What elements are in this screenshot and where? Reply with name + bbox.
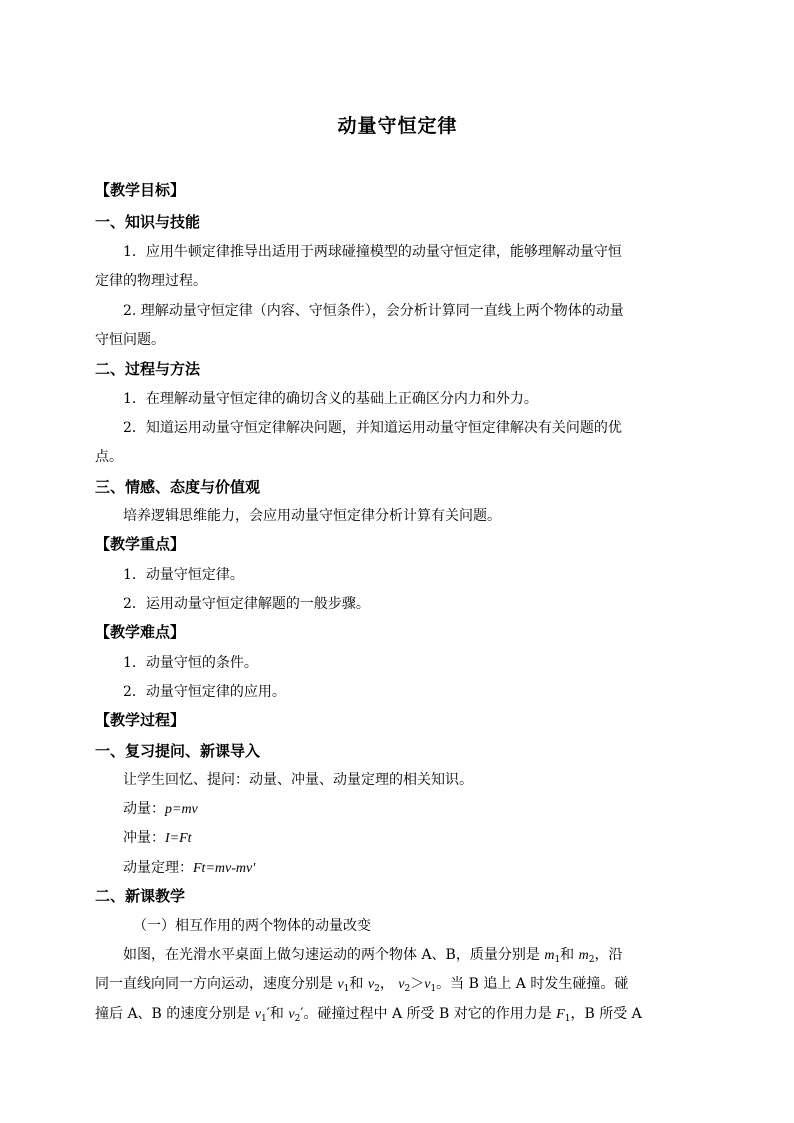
paragraph-line: 定律的物理过程。 [95,273,207,289]
subsection-heading-process: 二、过程与方法 [95,360,201,378]
paragraph-line: 2. 理解动量守恒定律（内容、守恒条件），会分析计算同一直线上两个物体的动量 [123,303,624,319]
subsection-heading-attitude: 三、情感、态度与价值观 [95,478,261,496]
section-heading-process: 【教学过程】 [95,711,186,729]
formula-expression: p=mv [165,802,198,817]
formula-expression: I=Ft [165,831,192,846]
paragraph-line: 2．知道运用动量守恒定律解决问题，并知道运用动量守恒定律解决有关问题的优 [123,420,622,436]
formula-label: 动量定理： [123,860,193,876]
formula-label: 冲量： [123,830,165,846]
paragraph-line: 同一直线向同一方向运动，速度分别是 $v_1$和 $v_2$， $v_2>v_1$。当 B 追上 A 时发生碰撞。碰 [95,976,629,994]
list-item: 2．运用动量守恒定律解题的一般步骤。 [123,596,370,612]
subsection-heading-new-lesson: 二、新课教学 [95,887,186,905]
section-heading-key-points: 【教学重点】 [95,535,186,553]
list-item: 1．动量守恒的条件。 [123,655,258,671]
formula-label: 动量： [123,801,165,817]
section-heading-goals: 【教学目标】 [95,181,186,199]
formula-momentum [123,799,198,820]
list-item: 1．动量守恒定律。 [123,567,244,583]
formula-theorem [123,858,255,879]
paragraph-line: 1．应用牛顿定律推导出适用于两球碰撞模型的动量守恒定律，能够理解动量守恒 [123,244,622,260]
paragraph-line: 培养逻辑思维能力，会应用动量守恒定律分析计算有关问题。 [123,508,501,524]
paragraph-line: 如图，在光滑水平桌面上做匀速运动的两个物体 A、B，质量分别是 $m_1$和 $m_2$，沿 [123,947,623,965]
section-heading-difficulties: 【教学难点】 [95,623,186,641]
formula-impulse [123,828,192,849]
formula-expression: Ft=mv-mv′ [193,861,256,876]
paragraph-line: 守恒问题。 [95,332,165,348]
sub-heading: （一）相互作用的两个物体的动量改变 [133,918,371,934]
paragraph-line: 1．在理解动量守恒定律的确切含义的基础上正确区分内力和外力。 [123,391,538,407]
page-title: 动量守恒定律 [337,115,458,137]
subsection-heading-review: 一、复习提问、新课导入 [95,742,261,760]
paragraph-line: 撞后 A、B 的速度分别是 $v_1'$和 $v_2'$。碰撞过程中 A 所受 B 对它的作用力是 $F_1$，B 所受 A [95,1006,642,1024]
subsection-heading-knowledge: 一、知识与技能 [95,213,201,231]
list-item: 2．动量守恒定律的应用。 [123,684,286,700]
paragraph-line: 让学生回忆、提问：动量、冲量、动量定理的相关知识。 [123,772,473,788]
paragraph-line: 点。 [95,449,123,465]
